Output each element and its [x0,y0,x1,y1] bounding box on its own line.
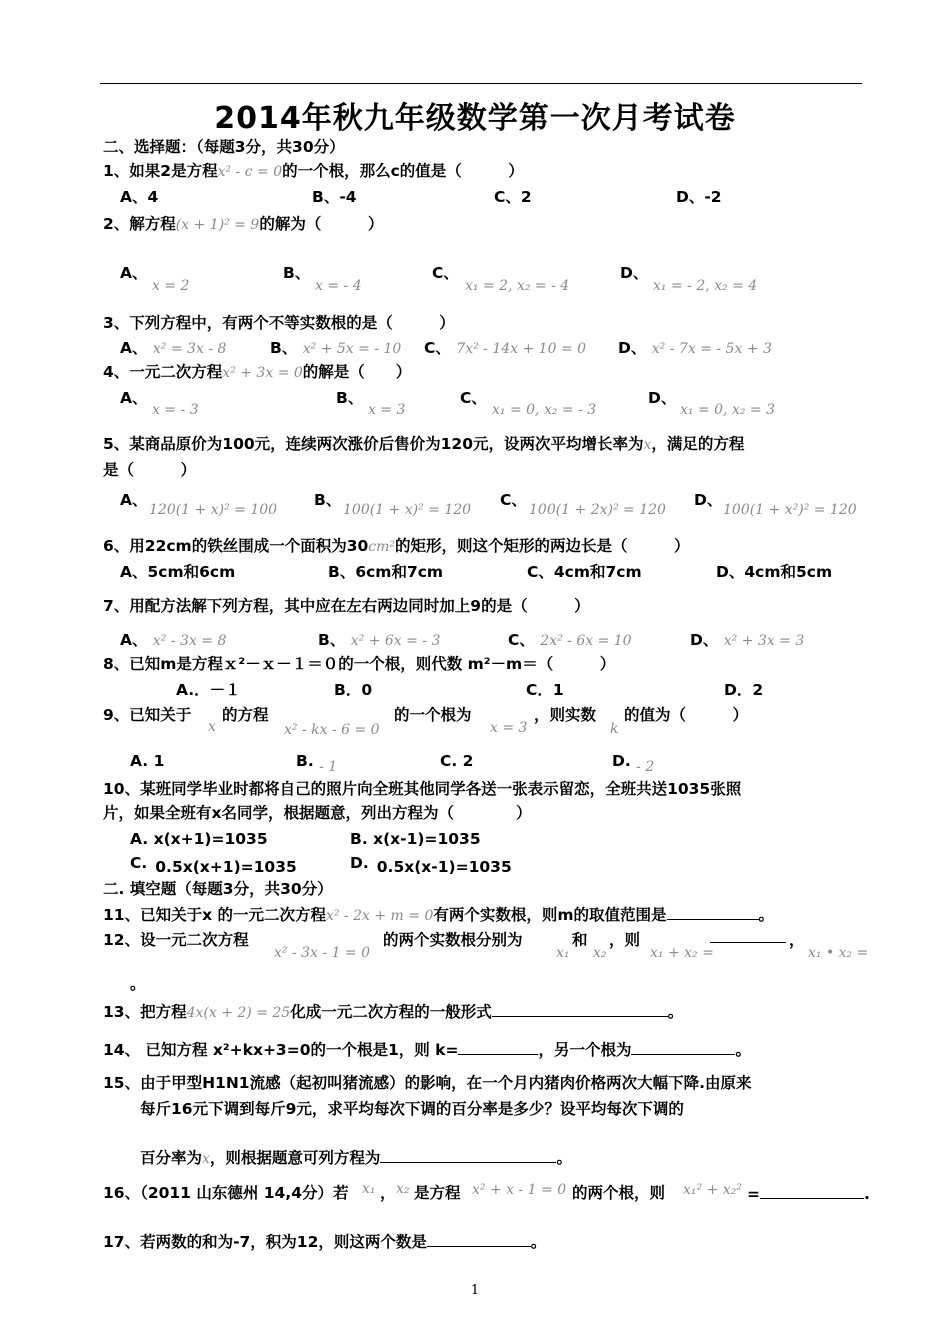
q1-option-c[interactable]: C、2 [494,188,532,206]
q17-period: 。 [530,1233,547,1251]
q2-option-b-value: x = - 4 [315,278,362,294]
question-3: 3、下列方程中，有两个不等实数根的是（ ） [103,314,455,332]
q14-period: 。 [735,1041,751,1059]
q10-option-a[interactable]: A. x(x+1)=1035 [130,830,268,848]
q16-period: . [864,1185,870,1203]
q1-option-d[interactable]: D、-2 [676,188,722,206]
q6-option-b[interactable]: B、6cm和7cm [328,563,444,581]
q17-text: 17、若两数的和为-7，积为12，则这两个数是 [103,1233,427,1251]
q15-text-2: ，则根据题意可列方程为 [209,1149,381,1167]
question-5 [103,434,744,455]
q2-option-c-value: x₁ = 2, x₂ = - 4 [465,278,570,294]
q2-text-end: 的解为（ ） [259,215,384,233]
q16-text-2: 是方程 [414,1184,461,1202]
q2-option-d[interactable]: D、 [620,264,649,282]
question-10-line2: 片，如果全班有x名同学，根据题意，列出方程为（ ） [103,804,532,822]
q3-option-c-label: C、 [424,339,451,357]
q7-option-b-label: B、 [318,631,346,649]
q7-option-b-value: x² + 6x = - 3 [350,633,441,649]
q16-text-3: 的两个根，则 [572,1184,666,1202]
q1-option-b[interactable]: B、-4 [312,188,357,206]
q11-period: 。 [758,906,775,924]
q13-equation: 4x(x + 2) = 25 [186,1005,291,1021]
header-rule [100,83,862,84]
q3-option-a[interactable] [120,338,226,359]
q4-option-a[interactable]: A、 [120,389,148,407]
q4-option-d-value: x₁ = 0, x₂ = 3 [680,402,775,418]
q12-comma: ， [789,931,805,949]
question-10-line1: 10、某班同学毕业时都将自己的照片向全班其他同学各送一张表示留恋，全班共送1035张照 [103,780,742,798]
q4-text-end: 的解是（ ） [302,363,412,381]
q2-text: 2、解方程 [103,215,176,233]
q3-option-b-label: B、 [270,339,298,357]
q9-option-d[interactable] [612,751,655,775]
q9-option-b-value: - 1 [319,759,338,775]
question-8: 8、已知m是方程ｘ²－ｘ－１＝０的一个根，则代数 m²－m＝（ ） [103,655,616,673]
section-fill-heading: 二. 填空题（每题3分，共30分） [103,880,333,898]
q7-option-c-label: C、 [508,631,535,649]
page-number: 1 [470,1283,480,1298]
page-title: 2014年秋九年级数学第一次月考试卷 [214,101,736,136]
q14-text: 14、 已知方程 x²+kx+3=0的一个根是1，则 k= [103,1041,459,1059]
q7-option-a-value: x² - 3x = 8 [152,633,227,649]
question-9 [103,705,191,725]
q6-text: 6、用22cm的铁丝围成一个面积为30 [103,537,369,555]
q5-option-c-value: 100(1 + 2x)² = 120 [529,502,666,518]
q16-expression: x₁² + x₂² [683,1182,742,1198]
q9-text-4: ，则实数 [534,706,597,724]
q10-option-b[interactable]: B. x(x-1)=1035 [350,830,481,848]
q3-option-d-value: x² - 7x = - 5x + 3 [651,341,772,357]
q5-option-b-value: 100(1 + x)² = 120 [343,502,472,518]
q16-comma: ， [380,1184,396,1202]
question-15-line3 [140,1147,572,1169]
q15-text: 百分率为 [140,1149,203,1167]
q6-option-c[interactable]: C、4cm和7cm [527,563,642,581]
q15-answer-blank[interactable] [380,1147,556,1163]
q5-text-line2: 是（ ） [103,461,197,479]
q9-equation: x² - kx - 6 = 0 [284,722,380,738]
q3-option-a-label: A、 [120,339,148,357]
q2-option-b[interactable]: B、 [283,264,311,282]
q10-option-d-value: 0.5x(x-1)=1035 [376,858,512,876]
question-13 [103,1001,683,1023]
section-choice-heading: 二、选择题：（每题3分，共30分） [103,138,345,156]
q14-root-blank[interactable] [631,1039,735,1055]
q4-equation: x² + 3x = 0 [222,365,303,381]
q12-root-2: x₂ [593,945,607,961]
q4-option-c-value: x₁ = 0, x₂ = - 3 [492,402,597,418]
q14-text-2: ，另一个根为 [538,1041,632,1059]
q12-sum-expr: x₁ + x₂ = [650,945,714,961]
q1-text-end: 的一个根，那么c的值是（ ） [282,162,524,180]
question-6 [103,536,690,557]
q4-option-b-value: x = 3 [368,402,406,418]
q16-equals: = [747,1185,760,1203]
q3-option-b[interactable] [270,338,401,359]
q9-variable-k: k [610,721,619,737]
q10-option-d-label: D. [350,854,369,872]
q13-answer-blank[interactable] [492,1001,668,1017]
q4-option-c[interactable]: C、 [460,389,487,407]
q2-equation: (x + 1)² = 9 [175,217,260,233]
q2-option-a[interactable]: A、 [120,264,148,282]
q3-option-c[interactable] [424,338,586,359]
q4-text: 4、一元二次方程 [103,363,223,381]
q10-option-c[interactable] [130,853,297,876]
q11-text: 11、已知关于x 的一元二次方程 [103,906,326,924]
q9-text-2: 的方程 [222,706,269,724]
q14-k-blank[interactable] [458,1039,538,1055]
q7-option-c[interactable] [508,630,632,651]
q9-option-b-label: B. [296,752,314,770]
q3-option-d-label: D、 [618,339,647,357]
q9-variable-x: x [208,719,216,735]
q7-option-b[interactable] [318,630,440,651]
q2-option-a-value: x = 2 [152,278,190,294]
q12-sum-blank[interactable] [710,927,786,948]
q16-root-1: x₁ [362,1181,376,1197]
q5-option-a-value: 120(1 + x)² = 100 [149,502,278,518]
q5-variable: x [643,437,652,453]
q5-option-b[interactable]: B、 [314,491,342,509]
question-14 [103,1039,751,1060]
q9-option-b[interactable] [296,751,338,775]
q5-option-c[interactable]: C、 [500,491,527,509]
q9-option-c[interactable]: C. 2 [440,752,474,770]
q6-unit: cm² [368,539,395,555]
q3-option-c-value: 7x² - 14x + 10 = 0 [456,341,587,357]
q5-text-end: ，满足的方程 [651,435,745,453]
q11-answer-blank[interactable] [667,904,759,920]
q16-answer-blank[interactable] [760,1183,864,1199]
q7-option-a-label: A、 [120,631,148,649]
question-1 [103,161,524,182]
q9-option-a[interactable]: A. 1 [130,752,165,770]
q9-text: 9、已知关于 [103,706,192,724]
question-15-line2: 每斤16元下调到每斤9元，求平均每次下调的百分率是多少？设平均每次下调的 [140,1100,684,1118]
q16-root-2: x₂ [396,1181,410,1197]
q5-option-d-value: 100(1 + x²)² = 120 [723,502,857,518]
q9-text-3: 的一个根为 [394,706,472,724]
q13-period: 。 [667,1003,684,1021]
q15-variable: x [202,1151,210,1167]
q11-text-end: 有两个实数根，则m的取值范围是 [433,906,667,924]
q16-equation: x² + x - 1 = 0 [472,1182,567,1198]
question-17 [103,1231,546,1252]
q15-period: 。 [556,1149,572,1167]
question-4 [103,362,411,383]
q12-text-4: ，则 [609,931,641,949]
question-2 [103,214,383,235]
q12-period: 。 [130,975,146,993]
q12-text-3: 和 [572,931,588,949]
q6-option-a[interactable]: A、5cm和6cm [120,563,236,581]
q1-equation: x² - c = 0 [217,164,283,180]
q13-text-end: 化成一元二次方程的一般形式 [290,1003,492,1021]
q12-root-1: x₁ [556,945,570,961]
q9-text-5: 的值为（ ） [624,706,749,724]
q10-option-d[interactable] [350,853,512,876]
q2-option-d-value: x₁ = - 2, x₂ = 4 [653,278,758,294]
q4-option-a-value: x = - 3 [152,402,199,418]
q3-option-a-value: x² = 3x - 8 [152,341,227,357]
question-15-line1: 15、由于甲型H1N1流感（起初叫猪流感）的影响，在一个月内猪肉价格两次大幅下降.由原来 [103,1074,752,1092]
q8-option-d[interactable]: D．2 [724,681,764,699]
q5-option-a[interactable]: A、 [120,491,148,509]
q7-option-d-label: D、 [690,631,719,649]
q17-answer-blank[interactable] [427,1231,531,1247]
q12-equation: x² - 3x - 1 = 0 [274,945,371,961]
q11-equation: x² - 2x + m = 0 [325,908,434,924]
q9-option-d-label: D. [612,752,631,770]
q7-option-d[interactable] [690,630,804,651]
q2-option-c[interactable]: C、 [432,264,459,282]
q8-option-c[interactable]: C．1 [526,681,564,699]
q5-option-d[interactable]: D、 [694,491,723,509]
q10-option-c-label: C. [130,854,148,872]
question-7: 7、用配方法解下列方程，其中应在左右两边同时加上9的是（ ） [103,597,590,615]
q10-option-c-value: 0.5x(x+1)=1035 [155,858,297,876]
q7-option-a[interactable] [120,630,226,651]
q1-text: 1、如果2是方程 [103,162,218,180]
q3-option-b-value: x² + 5x = - 10 [302,341,402,357]
q7-option-c-value: 2x² - 6x = 10 [540,633,632,649]
q9-root: x = 3 [490,720,528,736]
q5-text: 5、某商品原价为100元，连续两次涨价后售价为120元，设两次平均增长率为 [103,435,644,453]
q13-text: 13、把方程 [103,1003,187,1021]
q12-product-expr: x₁ • x₂ = [808,945,869,961]
question-12: 12、设一元二次方程 [103,931,249,949]
question-16: 16、（2011 山东德州 14,4分）若 [103,1184,349,1202]
q9-option-d-value: - 2 [636,759,655,775]
q7-option-d-value: x² + 3x = 3 [723,633,805,649]
q1-option-a[interactable]: A、4 [120,188,159,206]
q8-option-a[interactable]: A.．－１ [176,681,241,699]
q8-option-b[interactable]: B．0 [334,681,373,699]
q4-option-d[interactable]: D、 [648,389,677,407]
q6-option-d[interactable]: D、4cm和5cm [716,563,833,581]
q6-text-end: 的矩形，则这个矩形的两边长是（ ） [395,537,690,555]
question-11 [103,904,774,926]
q4-option-b[interactable]: B、 [336,389,364,407]
q12-text-2: 的两个实数根分别为 [383,931,523,949]
q16-answer [747,1183,870,1204]
q3-option-d[interactable] [618,338,772,359]
